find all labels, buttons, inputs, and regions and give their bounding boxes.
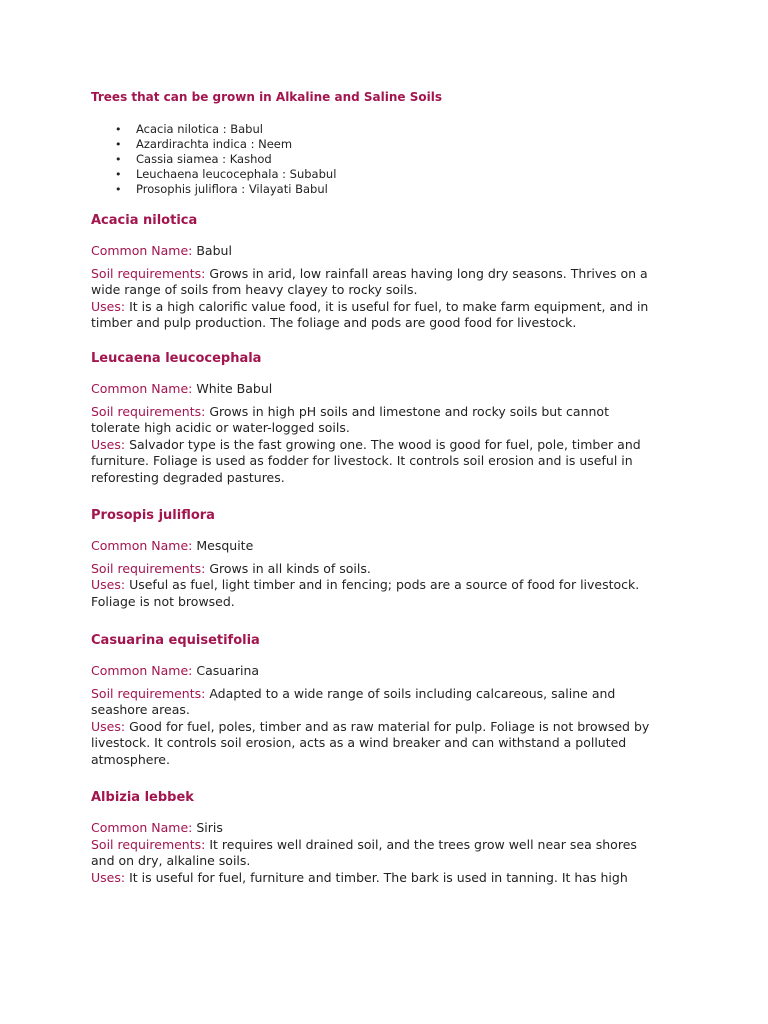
section-casuarina-equisetifolia — [91, 633, 651, 768]
uses-line — [91, 719, 651, 769]
soil-requirements-line — [91, 266, 651, 299]
uses-line — [91, 437, 651, 487]
section-prosopis-juliflora — [91, 508, 651, 610]
soil-requirements-value: Grows in high pH soils and limestone and rocky soils but cannot tolerate high acidic or water-logged soils. — [91, 403, 609, 435]
soil-requirements-label: Soil requirements: — [91, 265, 206, 281]
common-name-label: Common Name: — [91, 243, 193, 258]
soil-requirements-value: Grows in all kinds of soils. — [209, 560, 371, 576]
soil-requirements-line — [91, 404, 651, 437]
common-name-value: White Babul — [196, 381, 273, 396]
soil-requirements-value: It requires well drained soil, and the trees grow well near sea shores and on dry, alkaline soils. — [91, 836, 637, 868]
uses-line — [91, 870, 651, 887]
soil-requirements-label: Soil requirements: — [91, 560, 206, 576]
common-name-line — [91, 663, 651, 680]
uses-value: It is useful for fuel, furniture and timber. The bark is used in tanning. It has high — [129, 869, 628, 885]
list-item: • Leuchaena leucocephala : Subabul — [91, 167, 336, 182]
soil-requirements-value: Grows in arid, low rainfall areas having long dry seasons. Thrives on a wide range of soils from heavy clayey to rocky soils. — [91, 265, 648, 297]
common-name-line — [91, 381, 651, 398]
uses-line — [91, 577, 651, 610]
common-name-line — [91, 243, 651, 260]
list-item: • Cassia siamea : Kashod — [91, 152, 336, 167]
soil-requirements-label: Soil requirements: — [91, 836, 206, 852]
soil-requirements-line — [91, 837, 651, 870]
common-name-label: Common Name: — [91, 820, 193, 835]
common-name-value: Casuarina — [196, 663, 260, 678]
common-name-value: Babul — [196, 243, 232, 258]
section-title: Albizia lebbek — [91, 790, 194, 805]
soil-requirements-label: Soil requirements: — [91, 403, 206, 419]
section-title: Leucaena leucocephala — [91, 351, 262, 366]
common-name-line — [91, 820, 651, 837]
uses-value: Salvador type is the fast growing one. The wood is good for fuel, pole, timber and furniture. Foliage is used as fodder for livestock. It controls soil erosion and is useful in reforesting degraded pastures. — [91, 436, 641, 485]
uses-value: It is a high calorific value food, it is useful for fuel, to make farm equipment, and in timber and pulp production. The foliage and pods are good food for livestock. — [91, 298, 649, 330]
soil-requirements-value: Adapted to a wide range of soils including calcareous, saline and seashore areas. — [91, 685, 616, 717]
uses-label: Uses: — [91, 298, 126, 314]
uses-line — [91, 299, 651, 332]
tree-list — [91, 122, 336, 197]
uses-label: Uses: — [91, 718, 126, 734]
uses-value: Useful as fuel, light timber and in fencing; pods are a source of food for livestock. Foliage is not browsed. — [91, 577, 640, 609]
list-item: • Acacia nilotica : Babul — [91, 122, 336, 137]
soil-requirements-line — [91, 686, 651, 719]
section-title: Acacia nilotica — [91, 213, 198, 228]
list-item: • Prosophis juliflora : Vilayati Babul — [91, 182, 336, 197]
section-leucaena-leucocephala — [91, 351, 651, 486]
common-name-label: Common Name: — [91, 538, 193, 553]
common-name-value: Mesquite — [196, 538, 254, 553]
soil-requirements-line — [91, 561, 651, 578]
uses-value: Good for fuel, poles, timber and as raw material for pulp. Foliage is not browsed by livestock. It controls soil erosion, acts as a wind breaker and can withstand a polluted atmosphere. — [91, 718, 650, 767]
section-albizia-lebbek — [91, 790, 651, 886]
common-name-label: Common Name: — [91, 663, 193, 678]
section-title: Prosopis juliflora — [91, 508, 215, 523]
soil-requirements-label: Soil requirements: — [91, 685, 206, 701]
section-title: Casuarina equisetifolia — [91, 633, 260, 648]
section-acacia-nilotica — [91, 213, 651, 332]
uses-label: Uses: — [91, 869, 126, 885]
common-name-label: Common Name: — [91, 381, 193, 396]
uses-label: Uses: — [91, 436, 126, 452]
common-name-line — [91, 538, 651, 555]
uses-label: Uses: — [91, 577, 126, 592]
list-item: • Azardirachta indica : Neem — [91, 137, 336, 152]
page-title: Trees that can be grown in Alkaline and Saline Soils — [91, 90, 442, 104]
common-name-value: Siris — [196, 820, 223, 835]
